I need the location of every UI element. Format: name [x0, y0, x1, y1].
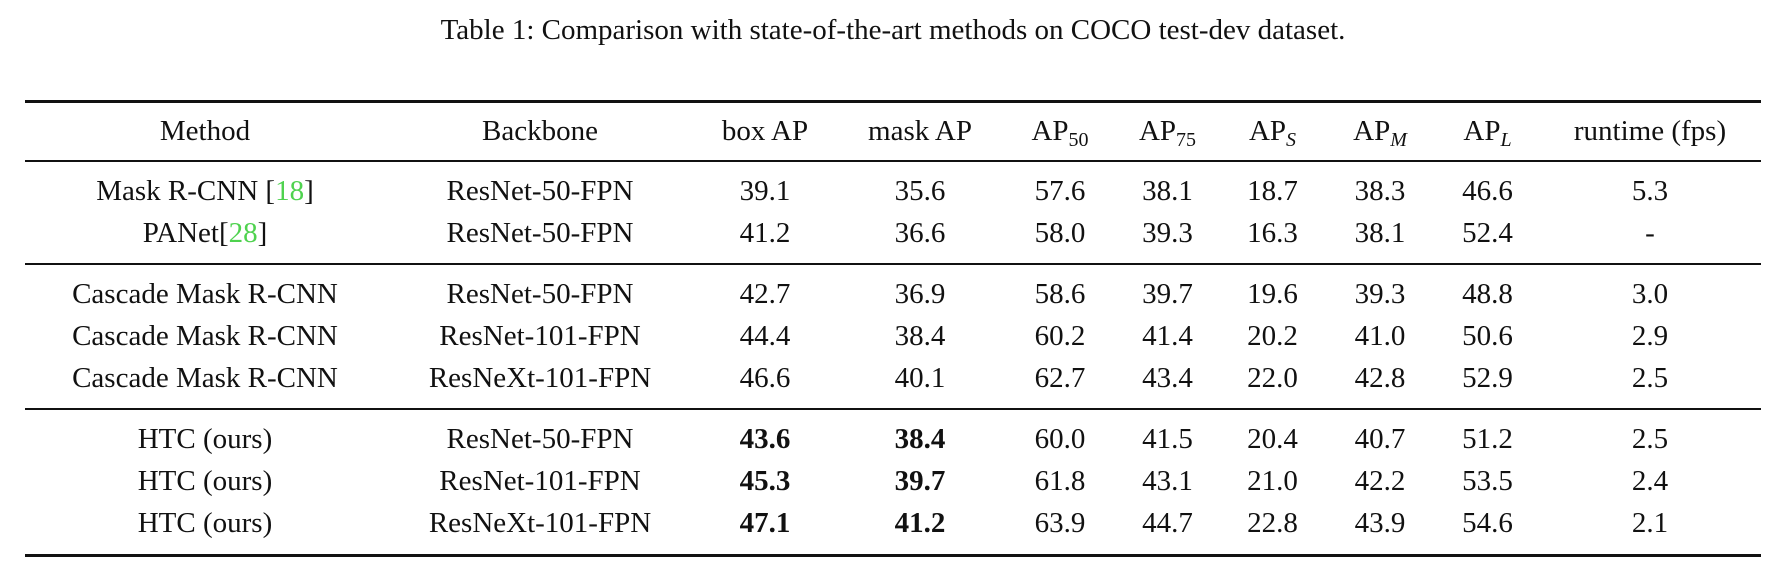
row-1-ap50: 58.0: [1034, 217, 1086, 249]
row-0-apl: 46.6: [1462, 175, 1513, 207]
row-7-backbone: ResNeXt-101-FPN: [428, 507, 652, 539]
row-5-ap75: 41.5: [1142, 423, 1193, 455]
row-5-box-ap: 43.6: [739, 423, 791, 455]
row-2-apl: 48.8: [1462, 278, 1513, 310]
row-4-backbone: ResNeXt-101-FPN: [428, 362, 652, 394]
row-5-apl: 51.2: [1462, 423, 1513, 455]
row-4-aps: 22.0: [1247, 362, 1298, 394]
row-0-backbone: ResNet-50-FPN: [446, 175, 634, 207]
row-0-runtime: 5.3: [1631, 175, 1669, 207]
row-3-aps: 20.2: [1247, 320, 1298, 352]
row-0-mask-ap: 35.6: [894, 175, 946, 207]
row-1-aps: 16.3: [1247, 217, 1298, 249]
header-backbone: Backbone: [482, 115, 598, 147]
row-1-box-ap: 41.2: [739, 217, 791, 249]
row-3-mask-ap: 38.4: [894, 320, 946, 352]
header-ap50: $AP_{50}$: [1031, 115, 1089, 151]
row-4-runtime: 2.5: [1631, 362, 1669, 394]
row-6-apl: 53.5: [1462, 465, 1513, 497]
row-4-ap50: 62.7: [1034, 362, 1086, 394]
row-7-apm: 43.9: [1354, 507, 1406, 539]
row-7-ap50: 63.9: [1034, 507, 1086, 539]
header-box-ap: box AP: [721, 115, 809, 147]
row-3-ap50: 60.2: [1034, 320, 1086, 352]
row-5-apm: 40.7: [1354, 423, 1406, 455]
row-3-backbone: ResNet-101-FPN: [439, 320, 641, 352]
row-7-box-ap: 47.1: [739, 507, 791, 539]
row-3-ap75: 41.4: [1142, 320, 1193, 352]
row-4-box-ap: 46.6: [739, 362, 791, 394]
group-rule-1: [25, 263, 1761, 265]
header-apl: $AP_L$: [1463, 115, 1512, 151]
row-4-apm: 42.8: [1354, 362, 1406, 394]
row-6-mask-ap: 39.7: [894, 465, 946, 497]
row-0-ap75: 38.1: [1142, 175, 1193, 207]
row-0-box-ap: 39.1: [739, 175, 791, 207]
row-2-aps: 19.6: [1247, 278, 1298, 310]
row-0-aps: 18.7: [1247, 175, 1298, 207]
row-7-mask-ap: 41.2: [894, 507, 946, 539]
row-2-backbone: ResNet-50-FPN: [446, 278, 634, 310]
table-caption: Table 1: Comparison with state-of-the-art methods on COCO test-dev dataset.: [440, 14, 1346, 46]
header-runtime: runtime (fps): [1573, 115, 1727, 147]
row-5-runtime: 2.5: [1631, 423, 1669, 455]
row-0-method: Mask R-CNN [18]: [96, 175, 314, 207]
citation-link[interactable]: 28: [228, 217, 258, 249]
group-rule-2: [25, 408, 1761, 410]
header-rule: [25, 160, 1761, 162]
row-6-aps: 21.0: [1247, 465, 1298, 497]
row-2-ap75: 39.7: [1142, 278, 1193, 310]
row-1-mask-ap: 36.6: [894, 217, 946, 249]
header-method: Method: [159, 115, 251, 147]
row-7-apl: 54.6: [1462, 507, 1513, 539]
row-0-ap50: 57.6: [1034, 175, 1086, 207]
row-4-apl: 52.9: [1462, 362, 1513, 394]
row-1-method: PANet[28]: [142, 217, 268, 249]
row-5-mask-ap: 38.4: [894, 423, 946, 455]
row-7-method: HTC (ours): [137, 507, 273, 539]
row-1-apm: 38.1: [1354, 217, 1406, 249]
row-3-apl: 50.6: [1462, 320, 1513, 352]
row-3-method: Cascade Mask R-CNN: [72, 320, 338, 352]
row-2-runtime: 3.0: [1631, 278, 1669, 310]
row-1-apl: 52.4: [1462, 217, 1513, 249]
row-6-box-ap: 45.3: [739, 465, 791, 497]
row-1-backbone: ResNet-50-FPN: [446, 217, 634, 249]
row-3-box-ap: 44.4: [739, 320, 791, 352]
row-6-apm: 42.2: [1354, 465, 1406, 497]
row-5-aps: 20.4: [1247, 423, 1298, 455]
row-7-runtime: 2.1: [1631, 507, 1669, 539]
header-ap75: $AP_{75}$: [1138, 115, 1197, 151]
row-2-box-ap: 42.7: [739, 278, 791, 310]
row-4-mask-ap: 40.1: [894, 362, 946, 394]
row-2-method: Cascade Mask R-CNN: [72, 278, 338, 310]
row-4-ap75: 43.4: [1142, 362, 1193, 394]
row-6-ap50: 61.8: [1034, 465, 1086, 497]
row-6-ap75: 43.1: [1142, 465, 1193, 497]
row-5-ap50: 60.0: [1034, 423, 1086, 455]
row-2-mask-ap: 36.9: [894, 278, 946, 310]
citation-link[interactable]: 18: [275, 175, 305, 207]
row-5-backbone: ResNet-50-FPN: [446, 423, 634, 455]
row-1-ap75: 39.3: [1142, 217, 1193, 249]
header-aps: $AP_S$: [1248, 115, 1297, 151]
row-3-apm: 41.0: [1354, 320, 1406, 352]
header-mask-ap: mask AP: [868, 115, 972, 147]
row-6-runtime: 2.4: [1631, 465, 1669, 497]
row-1-runtime: -: [1645, 217, 1655, 249]
bottom-rule: [25, 554, 1761, 557]
header-apm: $AP_M$: [1353, 115, 1407, 151]
row-4-method: Cascade Mask R-CNN: [72, 362, 338, 394]
row-7-aps: 22.8: [1247, 507, 1298, 539]
row-0-apm: 38.3: [1354, 175, 1406, 207]
row-6-method: HTC (ours): [137, 465, 273, 497]
row-6-backbone: ResNet-101-FPN: [439, 465, 641, 497]
row-2-ap50: 58.6: [1034, 278, 1086, 310]
row-3-runtime: 2.9: [1631, 320, 1669, 352]
row-2-apm: 39.3: [1354, 278, 1406, 310]
row-5-method: HTC (ours): [137, 423, 273, 455]
top-rule: [25, 100, 1761, 103]
row-7-ap75: 44.7: [1142, 507, 1193, 539]
